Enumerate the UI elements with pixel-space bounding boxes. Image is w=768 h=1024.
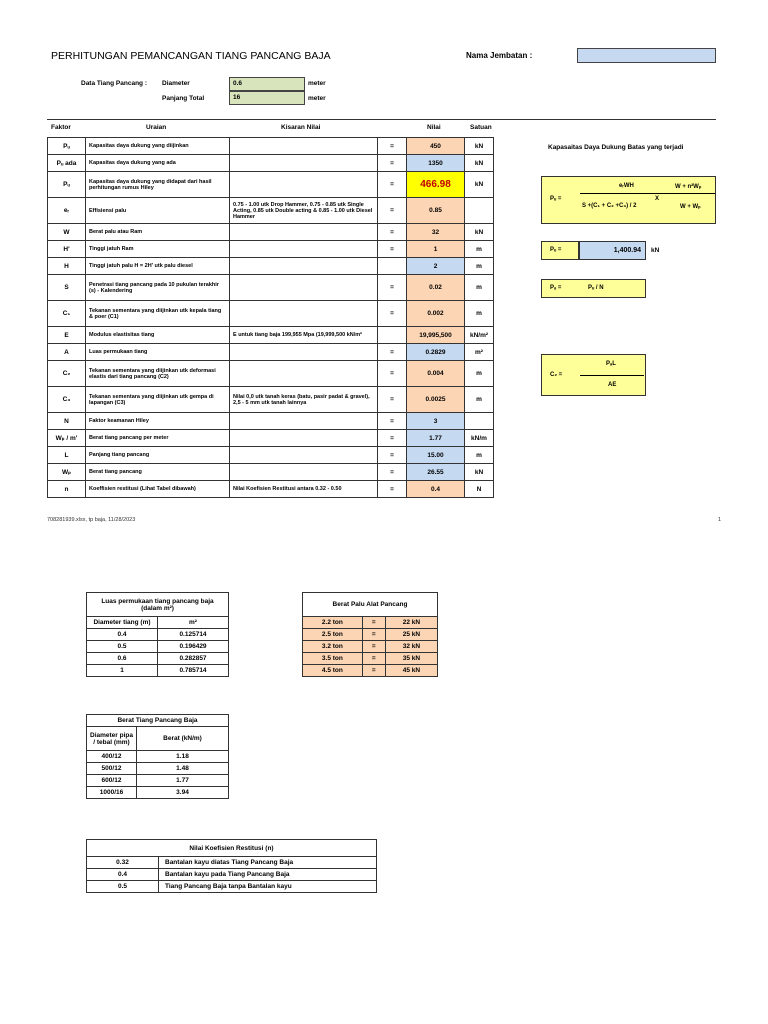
palu-row (303, 617, 438, 629)
palu-row (303, 653, 438, 665)
row-symbol: H (48, 258, 86, 275)
row-equals: = (378, 430, 407, 447)
luas-row-cell: 1 (87, 665, 158, 677)
berat-row (87, 763, 229, 775)
palu-row-cell: 25 kN (385, 629, 437, 641)
row-uraian: Tekanan sementara yang diijinkan utk deformasi elastis dari tiang pancang (C2) (86, 361, 230, 387)
row-symbol: S (48, 275, 86, 301)
palu-row-cell: = (362, 653, 385, 665)
row-nilai[interactable]: 1 (407, 241, 465, 258)
row-nilai[interactable]: 0.2829 (407, 344, 465, 361)
row-equals: = (378, 172, 407, 198)
row-satuan: kN (465, 172, 494, 198)
pa-label: Pₐ = (550, 285, 562, 291)
berat-row (87, 775, 229, 787)
formula-multiply: X (655, 196, 660, 202)
side-title: Kapasaitas Daya Dukung Batas yang terjadi (548, 144, 684, 151)
diameter-input[interactable]: 0.6 (229, 77, 305, 91)
palu-row-cell: 2.5 ton (303, 629, 363, 641)
luas-row-cell: 0.6 (87, 653, 158, 665)
row-symbol: C₃ (48, 387, 86, 413)
restitusi-row (87, 881, 377, 893)
panjang-label: Panjang Total (162, 95, 205, 102)
row-equals: = (378, 155, 407, 172)
palu-row-cell: = (362, 629, 385, 641)
nama-jembatan-label: Nama Jembatan : (466, 51, 533, 60)
luas-row-cell: 0.5 (87, 641, 158, 653)
row-satuan: kN (465, 155, 494, 172)
pu-value: 1,400.94 (579, 241, 646, 260)
row-kisaran (230, 464, 378, 481)
row-equals: = (378, 198, 407, 224)
row-kisaran (230, 447, 378, 464)
row-satuan: m (465, 258, 494, 275)
row-equals: = (378, 138, 407, 155)
row-satuan: m (465, 301, 494, 327)
row-uraian: Tinggi jatuh Ram (86, 241, 230, 258)
footer-filename: 708281939.xlsx, tp baja, 11/28/2023 (47, 517, 136, 523)
row-uraian: Berat palu atau Ram (86, 224, 230, 241)
row-kisaran (230, 413, 378, 430)
restitusi-table (86, 839, 377, 893)
row-equals: = (378, 301, 407, 327)
row-nilai[interactable]: 0.02 (407, 275, 465, 301)
restitusi-row-cell: 0.5 (87, 881, 159, 893)
row-symbol: n (48, 481, 86, 498)
luas-row (87, 629, 229, 641)
row-satuan: m (465, 387, 494, 413)
restitusi-row-cell: Bantalan kayu diatas Tiang Pancang Baja (159, 857, 377, 869)
row-symbol: H' (48, 241, 86, 258)
berat-col-berat: Berat (kN/m) (137, 727, 229, 751)
palu-table-title: Berat Palu Alat Pancang (303, 593, 438, 617)
header-uraian: Uraian (146, 124, 167, 131)
restitusi-table-title: Nilai Koefisien Restitusi (n) (87, 840, 377, 857)
table-row (48, 413, 494, 430)
luas-row-cell: 0.196429 (158, 641, 229, 653)
row-satuan: kN (465, 138, 494, 155)
diameter-unit: meter (308, 80, 326, 87)
nama-jembatan-input[interactable] (577, 48, 716, 63)
row-uraian: Kapasitas daya dukung yang didapat dari hasil perhitungan rumus Hiley (86, 172, 230, 198)
row-kisaran (230, 138, 378, 155)
row-kisaran (230, 241, 378, 258)
row-nilai[interactable]: 0.004 (407, 361, 465, 387)
row-kisaran: 0.75 - 1.00 utk Drop Hammer, 0.75 - 0.85 utk Single Acting, 0.85 utk Double acting & 0.85 - 1.00 utk Diesel Hammer (230, 198, 378, 224)
table-row (48, 155, 494, 172)
palu-row-cell: 2.2 ton (303, 617, 363, 629)
row-kisaran (230, 430, 378, 447)
luas-col-diameter: Diameter tiang (m) (87, 617, 158, 629)
row-equals: = (378, 241, 407, 258)
panjang-unit: meter (308, 95, 326, 102)
row-symbol: Pᵤ (48, 138, 86, 155)
table-row (48, 138, 494, 155)
table-row (48, 224, 494, 241)
header-satuan: Satuan (470, 124, 492, 131)
table-row (48, 464, 494, 481)
row-kisaran (230, 344, 378, 361)
row-kisaran (230, 172, 378, 198)
berat-row-cell: 1.18 (137, 751, 229, 763)
row-equals (378, 258, 407, 275)
row-equals: = (378, 387, 407, 413)
restitusi-row-cell: Bantalan kayu pada Tiang Pancang Baja (159, 869, 377, 881)
berat-row-cell: 500/12 (87, 763, 137, 775)
palu-row-cell: = (362, 665, 385, 677)
berat-palu-table (302, 592, 438, 677)
row-equals: = (378, 224, 407, 241)
row-kisaran: Nilai Koefisien Restitusi antara 0.32 - 0.50 (230, 481, 378, 498)
row-equals: = (378, 344, 407, 361)
row-satuan: kN/m² (465, 327, 494, 344)
berat-row (87, 787, 229, 799)
berat-row-cell: 1.48 (137, 763, 229, 775)
luas-col-m2: m² (158, 617, 229, 629)
row-satuan: m (465, 241, 494, 258)
row-uraian: Berat tiang pancang (86, 464, 230, 481)
data-tiang-label: Data Tiang Pancang : (81, 80, 147, 87)
header-kisaran: Kisaran Nilai (281, 124, 321, 131)
row-satuan: kN/m (465, 430, 494, 447)
row-satuan: N (465, 481, 494, 498)
row-uraian: Luas permukaan tiang (86, 344, 230, 361)
table-row (48, 361, 494, 387)
row-nilai[interactable]: 1350 (407, 155, 465, 172)
row-equals: = (378, 413, 407, 430)
pu-label: Pᵤ = (550, 247, 562, 253)
formula-denominator-2: W + Wₚ (680, 204, 701, 210)
row-equals: = (378, 481, 407, 498)
row-satuan: m (465, 275, 494, 301)
row-uraian: Tekanan sementara yang diijinkan utk kepala tiang & poer (C1) (86, 301, 230, 327)
luas-row-cell: 0.125714 (158, 629, 229, 641)
palu-row-cell: 4.5 ton (303, 665, 363, 677)
c2-lhs: C₂ = (550, 372, 563, 378)
row-satuan: m² (465, 344, 494, 361)
row-nilai[interactable]: 466.98 (407, 172, 465, 198)
row-nilai[interactable]: 0.0025 (407, 387, 465, 413)
diameter-label: Diameter (162, 80, 190, 87)
palu-row (303, 641, 438, 653)
row-uraian: Tekanan sementara yang diijinkan utk gempa di lapangan (C3) (86, 387, 230, 413)
berat-col-diameter: Diameter pipa / tebal (mm) (87, 727, 137, 751)
row-symbol: C₁ (48, 301, 86, 327)
row-symbol: Wₚ / m' (48, 430, 86, 447)
formula-numerator: eᵣWH (619, 183, 634, 189)
restitusi-row-cell: Tiang Pancang Baja tanpa Bantalan kayu (159, 881, 377, 893)
row-nilai[interactable]: 0.4 (407, 481, 465, 498)
luas-row (87, 653, 229, 665)
pa-formula: Pᵤ / N (588, 285, 604, 291)
row-symbol: C₂ (48, 361, 86, 387)
berat-row-cell: 400/12 (87, 751, 137, 763)
luas-row (87, 641, 229, 653)
row-symbol: eᵣ (48, 198, 86, 224)
page-title: PERHITUNGAN PEMANCANGAN TIANG PANCANG BAJA (51, 50, 331, 62)
berat-table-title: Berat Tiang Pancang Baja (87, 715, 229, 727)
restitusi-row-cell: 0.32 (87, 857, 159, 869)
palu-row-cell: = (362, 641, 385, 653)
berat-row-cell: 1000/16 (87, 787, 137, 799)
pu-label-box (541, 241, 579, 260)
row-satuan: kN (465, 224, 494, 241)
c2-denominator: AE (608, 382, 617, 388)
table-row (48, 301, 494, 327)
palu-row-cell: 32 kN (385, 641, 437, 653)
row-satuan: m (465, 361, 494, 387)
table-row (48, 344, 494, 361)
row-kisaran (230, 275, 378, 301)
row-symbol: N (48, 413, 86, 430)
berat-row-cell: 600/12 (87, 775, 137, 787)
row-symbol: Pᵤ ada (48, 155, 86, 172)
row-uraian: Penetrasi tiang pancang pada 10 pukulan terakhir (s) - Kalendering (86, 275, 230, 301)
row-nilai[interactable]: 1.77 (407, 430, 465, 447)
row-uraian: Koeffisien restitusi (Lihat Tabel dibawah) (86, 481, 230, 498)
row-uraian: Tinggi jatuh palu H = 2H' utk palu diesel (86, 258, 230, 275)
header-nilai: Nilai (427, 124, 441, 131)
row-equals: = (378, 447, 407, 464)
formula-numerator-2: W + n²Wₚ (675, 184, 702, 190)
row-kisaran (230, 361, 378, 387)
table-row (48, 172, 494, 198)
row-nilai[interactable]: 32 (407, 224, 465, 241)
row-equals: = (378, 361, 407, 387)
c2-numerator: PₐL (606, 361, 616, 367)
berat-row-cell: 3.94 (137, 787, 229, 799)
row-kisaran (230, 258, 378, 275)
hiley-formula-box (541, 176, 716, 224)
table-row (48, 275, 494, 301)
header-faktor: Faktor (51, 124, 71, 131)
row-nilai[interactable]: 0.85 (407, 198, 465, 224)
palu-row-cell: 35 kN (385, 653, 437, 665)
row-symbol: L (48, 447, 86, 464)
luas-permukaan-table (86, 592, 229, 677)
berat-row (87, 751, 229, 763)
luas-row-cell: 0.4 (87, 629, 158, 641)
row-nilai[interactable]: 3 (407, 413, 465, 430)
pu-unit: kN (651, 247, 660, 254)
palu-row (303, 629, 438, 641)
row-kisaran (230, 301, 378, 327)
c2-formula-box (541, 354, 646, 396)
berat-row-cell: 1.77 (137, 775, 229, 787)
row-symbol: A (48, 344, 86, 361)
row-nilai[interactable]: 2 (407, 258, 465, 275)
pa-formula-box (541, 279, 646, 298)
palu-row-cell: 22 kN (385, 617, 437, 629)
restitusi-row (87, 857, 377, 869)
row-uraian: Panjang tiang pancang (86, 447, 230, 464)
restitusi-row-cell: 0.4 (87, 869, 159, 881)
luas-row (87, 665, 229, 677)
row-kisaran (230, 224, 378, 241)
table-row (48, 430, 494, 447)
row-nilai[interactable]: 0.002 (407, 301, 465, 327)
row-uraian: Effisiensi palu (86, 198, 230, 224)
restitusi-row (87, 869, 377, 881)
perhitungan-table (47, 137, 494, 498)
table-row (48, 327, 494, 344)
table-row (48, 481, 494, 498)
row-uraian: Kapasitas daya dukung yang ada (86, 155, 230, 172)
berat-tiang-table (86, 714, 229, 799)
luas-table-title: Luas permukaan tiang pancang baja (dalam m²) (87, 593, 229, 617)
row-symbol: W (48, 224, 86, 241)
formula-lhs: Pᵤ = (550, 196, 562, 202)
table-row (48, 387, 494, 413)
row-kisaran (230, 155, 378, 172)
divider (47, 119, 716, 120)
palu-row-cell: 3.2 ton (303, 641, 363, 653)
table-row (48, 447, 494, 464)
row-equals: = (378, 464, 407, 481)
row-nilai[interactable]: 15.00 (407, 447, 465, 464)
row-satuan (465, 413, 494, 430)
row-uraian: Faktor keamanan Hiley (86, 413, 230, 430)
row-symbol: Pᵤ (48, 172, 86, 198)
panjang-input[interactable]: 16 (229, 91, 305, 105)
luas-row-cell: 0.282857 (158, 653, 229, 665)
formula-denominator: S +(C₁ + C₂ +C₃) / 2 (582, 203, 637, 209)
row-equals (378, 327, 407, 344)
row-uraian: Berat tiang pancang per meter (86, 430, 230, 447)
row-symbol: Wₚ (48, 464, 86, 481)
row-satuan: m (465, 447, 494, 464)
table-row (48, 258, 494, 275)
table-row (48, 198, 494, 224)
palu-row-cell: 3.5 ton (303, 653, 363, 665)
row-uraian: Modulus elastisitas tiang (86, 327, 230, 344)
row-kisaran: Nilai 0,0 utk tanah keras (batu, pasir padat & gravel), 2,5 - 5 mm utk tanah lainnya (230, 387, 378, 413)
palu-row-cell: 45 kN (385, 665, 437, 677)
row-kisaran: E untuk tiang baja 199,955 Mpa (19,999,500 kN/m² (230, 327, 378, 344)
palu-row-cell: = (362, 617, 385, 629)
palu-row (303, 665, 438, 677)
table-row (48, 241, 494, 258)
row-symbol: E (48, 327, 86, 344)
row-satuan: kN (465, 464, 494, 481)
luas-row-cell: 0.785714 (158, 665, 229, 677)
row-satuan (465, 198, 494, 224)
row-equals: = (378, 275, 407, 301)
row-nilai[interactable]: 19,995,500 (407, 327, 465, 344)
row-nilai[interactable]: 26.55 (407, 464, 465, 481)
footer-page-number: 1 (718, 517, 722, 523)
row-nilai[interactable]: 450 (407, 138, 465, 155)
row-uraian: Kapasitas daya dukung yang diijinkan (86, 138, 230, 155)
